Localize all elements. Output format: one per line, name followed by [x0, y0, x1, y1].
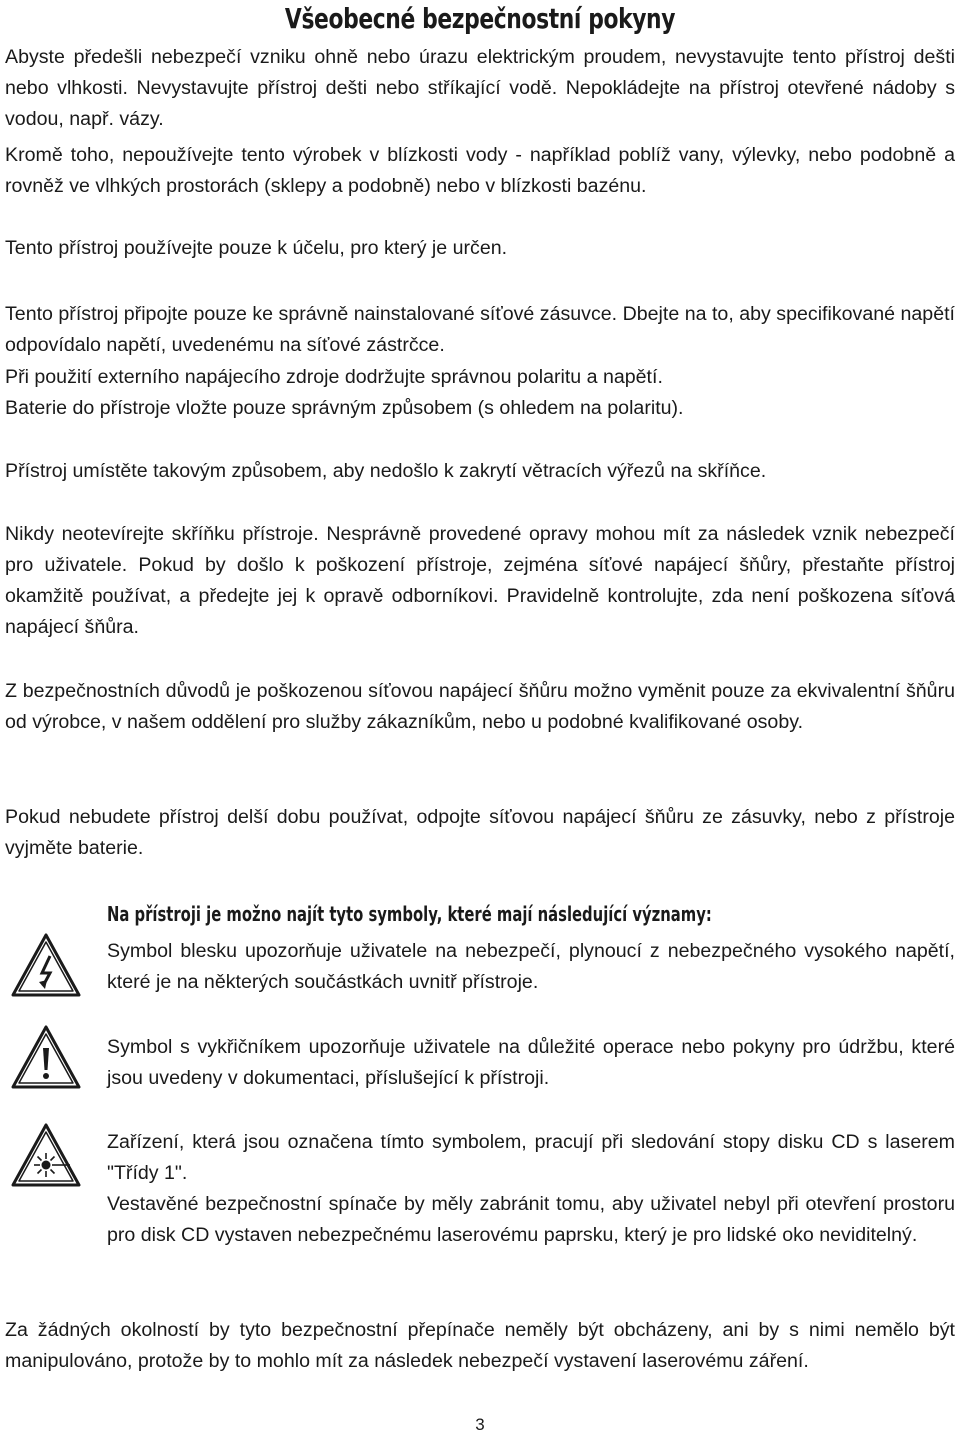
paragraph-ventilation: Přístroj umístěte takovým způsobem, aby nedošlo k zakrytí větracích výřezů na skříňce.: [5, 460, 767, 482]
paragraph-mains-socket: Tento přístroj připojte pouze ke správně nainstalované síťové zásuvce. Dbejte na to, aby specifikované napětí odpovídalo napětí, uvedenému na síťové zástrčce.: [5, 303, 955, 356]
symbols-heading: Na přístroji je možno najít tyto symboly, které mají následující významy:: [107, 902, 712, 926]
exclamation-symbol-text: Symbol s vykřičníkem upozorňuje uživatele na důležité operace nebo pokyny pro údržbu, které jsou uvedeny v dokumentaci, příslušející k přístroji.: [107, 1036, 955, 1089]
laser-symbol-text-2: Vestavěné bezpečnostní spínače by měly zabránit tomu, aby uživatel nebyl při otevření prostoru pro disk CD vystaven nebezpečnému laserovému paprsku, který je pro lidské oko neviditelný.: [107, 1193, 955, 1246]
page-title: Všeobecné bezpečnostní pokyny: [284, 2, 676, 35]
paragraph-batteries: Baterie do přístroje vložte pouze správným způsobem (s ohledem na polaritu).: [5, 397, 684, 419]
page-number: 3: [475, 1415, 485, 1434]
paragraph-laser-interlocks: Za žádných okolností by tyto bezpečnostní přepínače neměly být obcházeny, ani by s nimi nemělo být manipulováno, protože by to mohlo mít za následek nebezpečí vystavení laserovému záření.: [5, 1319, 955, 1372]
paragraph-repairs: Nikdy neotevírejte skříňku přístroje. Nesprávně provedené opravy mohou mít za následek vznik nebezpečí pro uživatele. Pokud by došlo k poškození přístroje, zejména síťové napájecí šňůry, přestaňte přístroj okamžitě používat, a předejte jej k opravě odborníkovi. Pravidelně kontrolujte, zda není poškozena síťová napájecí šňůra.: [5, 523, 955, 638]
exclamation-warning-icon: [10, 1024, 82, 1090]
paragraph-disconnect: Pokud nebudete přístroj delší dobu používat, odpojte síťovou napájecí šňůru ze zásuvky, nebo z přístroje vyjměte baterie.: [5, 806, 955, 859]
paragraph-intended-use: Tento přístroj používejte pouze k účelu, pro který je určen.: [5, 237, 508, 259]
paragraph-cord-replacement: Z bezpečnostních důvodů je poškozenou síťovou napájecí šňůru možno vyměnit pouze za ekvivalentní šňůru od výrobce, v našem oddělení pro služby zákazníkům, nebo u podobné kvalifikované osoby.: [5, 680, 955, 733]
lightning-warning-icon: [10, 932, 82, 998]
paragraph-humidity-warning: Kromě toho, nepoužívejte tento výrobek v blízkosti vody - například poblíž vany, výlevky, nebo podobně a rovněž ve vlhkých prostorách (sklepy a podobně) nebo v blízkosti bazénu.: [5, 144, 955, 197]
lightning-symbol-text: Symbol blesku upozorňuje uživatele na nebezpečí, plynoucí z nebezpečného vysokého napětí, které je na některých součástkách uvnitř přístroje.: [107, 940, 955, 993]
laser-symbol-text-1: Zařízení, která jsou označena tímto symbolem, pracují při sledování stopy disku CD s laserem "Třídy 1".: [107, 1131, 955, 1184]
paragraph-external-power: Při použití externího napájecího zdroje dodržujte správnou polaritu a napětí.: [5, 366, 663, 388]
paragraph-water-warning: Abyste předešli nebezpečí vzniku ohně nebo úrazu elektrickým proudem, nevystavujte tento přístroj dešti nebo vlhkosti. Nevystavujte přístroj dešti nebo stříkající vodě. Nepokládejte na přístroj otevřené nádoby s vodou, např. vázy.: [5, 46, 955, 130]
laser-warning-icon: [10, 1122, 82, 1188]
